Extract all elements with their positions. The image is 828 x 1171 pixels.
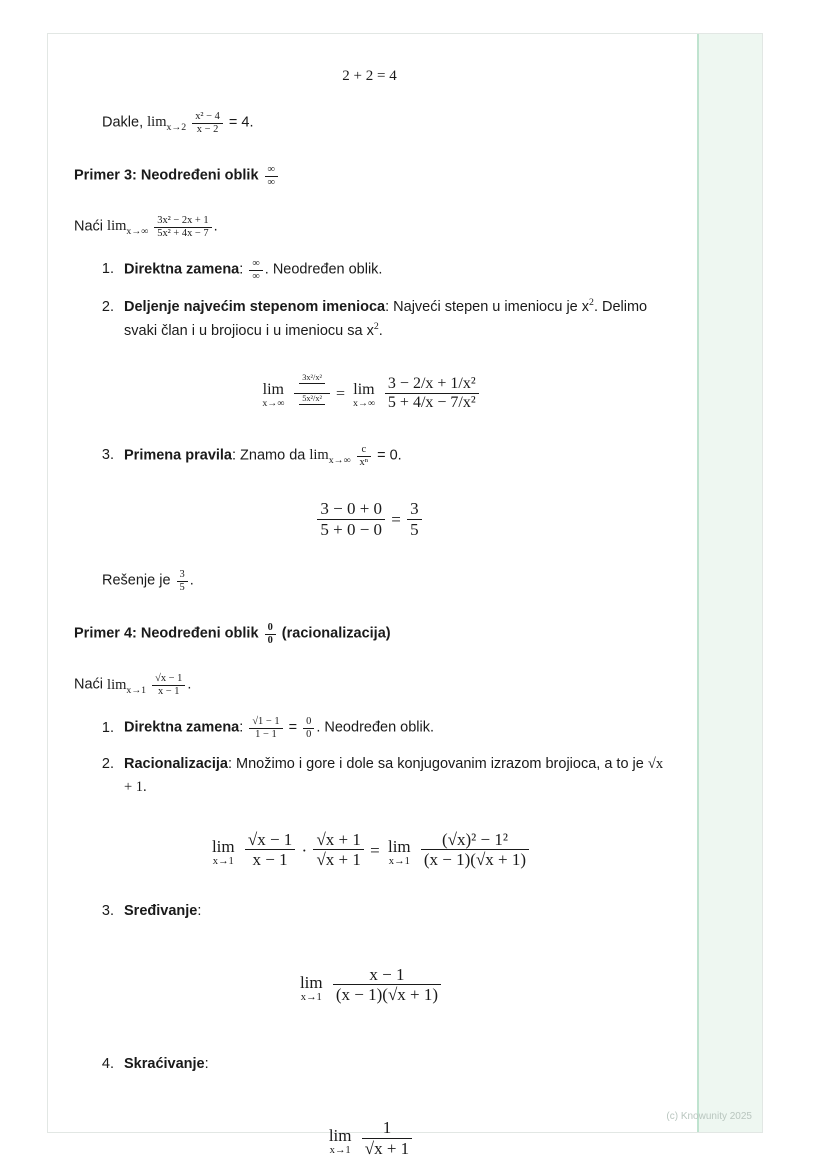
naci-4-lim: $\lim_{x\to 1}$ <box>107 676 147 696</box>
paragraph-naci-3: Naći $\lim_{x\to\infty}$ $\frac{\text{3x² − 2x + 1}}{\text{5x² + 4x − 7}}$ . <box>74 215 218 239</box>
dakle-fraction: $\frac{\text{x² − 4}}{x - 2}$ <box>192 111 223 136</box>
equation-simplify-lim: lim x→1 <box>299 972 323 1003</box>
document-page <box>47 33 763 1158</box>
steps-list-4 <box>74 716 665 799</box>
heading-4-fraction: $\frac{0}{0}$ <box>265 622 276 647</box>
paragraph-dakle <box>102 111 665 136</box>
equation-result-right: $\frac{3}{5}$ <box>407 499 422 539</box>
equation-rationalize-f1: $\frac{√x - 1}{x - 1}$ <box>245 830 295 870</box>
equation-simplify-fraction: $\frac{x - 1}{(x - 1)(√x + 1)}$ <box>333 965 441 1005</box>
equation-result: $\frac{3 - 0 + 0}{5 + 0 - 0}$ = $\frac{3}{5}$ <box>74 499 665 539</box>
equation-division-right: $\frac{\text{3 − 2/x + 1/x²}}{\text{5 + 4/x − 7/x²}}$ <box>385 375 479 413</box>
step4-1-fraction-a: $\frac{√1 - 1}{1 - 1}$ <box>249 716 282 741</box>
equation-division: lim x→∞ $\frac{\text{3x²/x²}}{\text{5x²/x²}}$ = lim x→∞ $\frac{\text{3 − 2/x + 1/x²}}{\text{5 + 4/x − 7/x²}}$ <box>74 373 665 414</box>
step-3-lim: $\lim_{x\to\infty}$ <box>309 447 351 467</box>
naci-3-fraction: $\frac{\text{3x² − 2x + 1}}{\text{5x² + 4x − 7}}$ <box>154 215 211 240</box>
step-item: 1. Direktna zamena: $\frac{\infty}{\infty}$ . Neodređen oblik. <box>118 258 665 283</box>
step-3-fraction: $\frac{c}{\text{xⁿ}}$ <box>357 444 372 469</box>
steps-list-3 <box>74 258 665 343</box>
footer-credit: (c) Knowunity 2025 <box>666 1111 752 1122</box>
equation-division-lim2: lim x→∞ <box>353 381 375 410</box>
steps-list-4b <box>74 900 665 923</box>
heading-primer-3: Primer 3: Neodređeni oblik $\frac{\infty}{\infty}$ <box>74 164 665 189</box>
paragraph-resenje: Rešenje je $\frac{3}{5}$ . <box>102 569 194 594</box>
equation-division-left-den: 5x²/x² <box>294 394 330 414</box>
equation-rationalize: lim x→1 $\frac{√x - 1}{x - 1}$ · $\frac{√x + 1}{√x + 1}$ = lim x→1 $\frac{\text{(√x)² − 1²}}{(x - 1)(√x + 1)}$ <box>74 830 665 870</box>
paragraph-naci-4: Naći $\lim_{x\to 1}$ $\frac{√x - 1}{x - 1}$ . <box>74 673 192 698</box>
step-item: 3. Sređivanje: <box>118 900 665 923</box>
naci-3-lim: $\lim_{x\to\infty}$ <box>107 218 149 238</box>
heading-3-fraction: $\frac{\infty}{\infty}$ <box>265 164 278 189</box>
step4-1-fraction-b: $\frac{0}{0}$ <box>303 716 314 741</box>
equation-simplify <box>74 965 665 1005</box>
resenje-fraction: $\frac{3}{5}$ <box>177 569 188 594</box>
step-item: 3. Primena pravila: Znamo da $\lim_{x\to\infty}$ $\frac{c}{\text{xⁿ}}$ = 0. <box>118 444 665 469</box>
step-item: 1. Direktna zamena: $\frac{√1 - 1}{1 - 1}$ = $\frac{0}{0}$ . Neodređen oblik. <box>118 716 665 741</box>
steps-list-3b <box>74 444 665 469</box>
equation-rationalize-f3: $\frac{\text{(√x)² − 1²}}{(x - 1)(√x + 1)}$ <box>421 830 529 870</box>
dakle-suffix: = 4. <box>228 114 254 131</box>
dakle-prefix: Dakle, <box>102 114 148 131</box>
page-side-accent <box>697 34 762 1132</box>
equation-division-left-num: 3x²/x² <box>294 373 330 394</box>
equation-division-lim1: lim x→∞ <box>262 381 285 410</box>
step-item: 2. Racionalizacija: Množimo i gore i dole sa konjugovanim izrazom brojioca, a to je √x + 1. <box>118 753 665 799</box>
equation-rationalize-lim1: lim x→1 <box>211 837 235 868</box>
equation-division-left <box>294 373 330 414</box>
naci-4-fraction: $\frac{√x - 1}{x - 1}$ <box>152 673 185 698</box>
document-content <box>48 34 699 1158</box>
steps-list-4c <box>74 1053 665 1076</box>
step-1-fraction: $\frac{\infty}{\infty}$ <box>249 258 262 283</box>
equation-cancel-lim: lim x→1 <box>328 1126 352 1156</box>
equation-cancel <box>74 1118 665 1158</box>
equation-rationalize-lim2: lim x→1 <box>387 837 411 868</box>
heading-primer-4: Primer 4: Neodređeni oblik $\frac{0}{0}$ (racionalizacija) <box>74 622 391 647</box>
equation-top: 2 + 2 = 4 <box>342 68 397 84</box>
equation-cancel-fraction: $\frac{1}{√x + 1}$ <box>362 1118 412 1158</box>
equation-rationalize-f2: $\frac{√x + 1}{√x + 1}$ <box>313 830 363 870</box>
step-item: 2. Deljenje najvećim stepenom imenioca: Najveći stepen u imeniocu je $x^2$. Delimo svaki član i u brojiocu i u imeniocu sa $x^2$. <box>118 295 665 343</box>
step-item: 4. Skraćivanje: <box>118 1053 665 1076</box>
dakle-lim: $\lim_{x\to 2}$ <box>147 114 187 134</box>
equation-result-left: $\frac{3 - 0 + 0}{5 + 0 - 0}$ <box>317 499 385 539</box>
